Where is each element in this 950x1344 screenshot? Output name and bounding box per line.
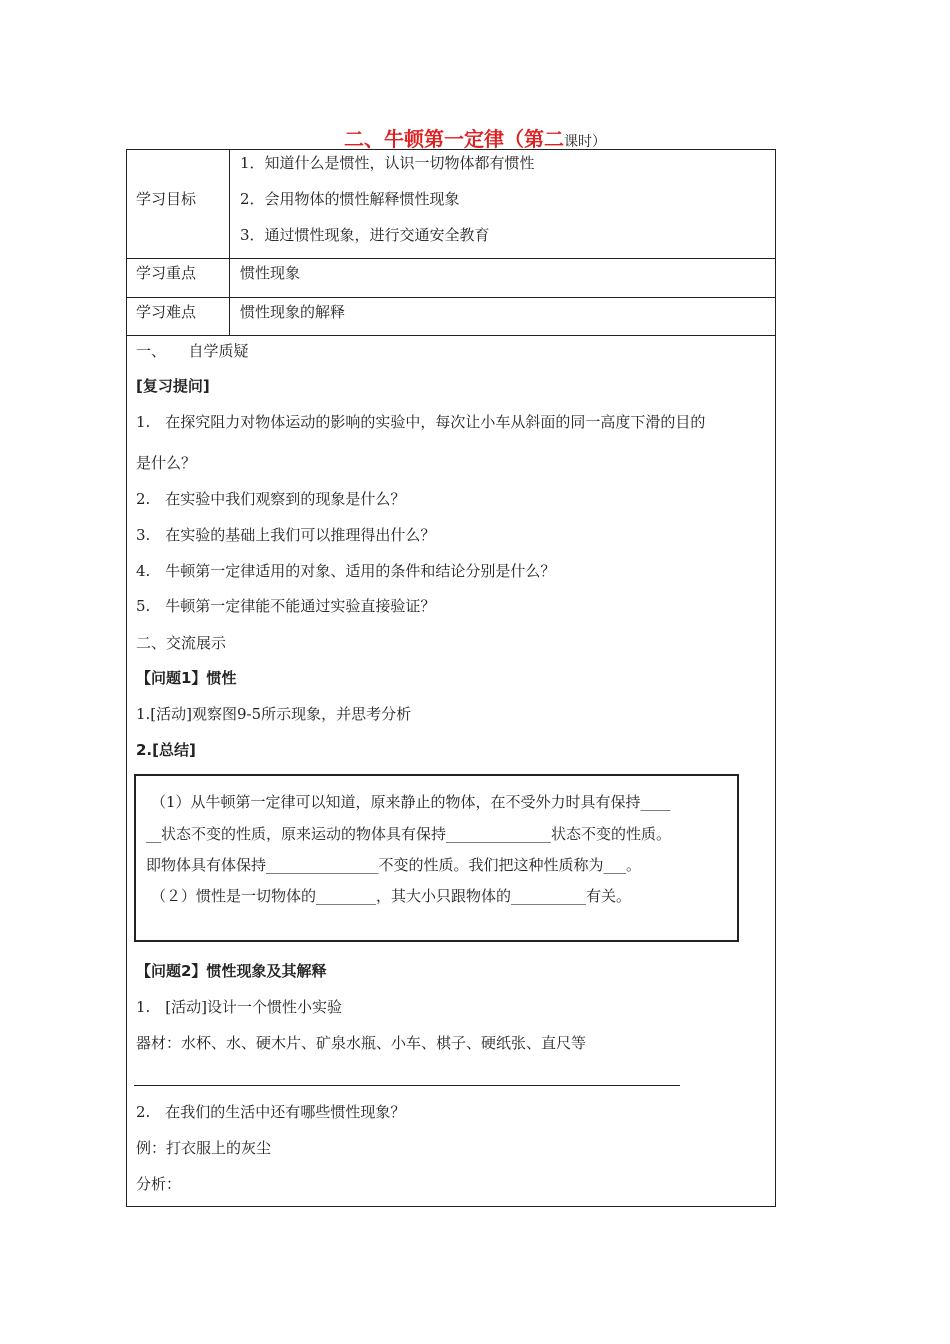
- fill-blank-text: 即物体具有体保持_______________不变的性质。我们把这种性质称为___。: [146, 856, 642, 874]
- goal-item: 3．通过惯性现象，进行交通安全教育: [240, 226, 490, 244]
- fill-blank-text: （２）惯性是一切物体的________，其大小只跟物体的__________有关。: [151, 887, 632, 905]
- goal-item: 2．会用物体的惯性解释惯性现象: [240, 190, 460, 208]
- focus-value: 惯性现象: [240, 264, 301, 282]
- table-column-divider: [229, 149, 230, 335]
- example-text: 例：打衣服上的灰尘: [136, 1139, 272, 1157]
- review-title: [复习提问]: [136, 377, 210, 395]
- review-question-cont: 是什么？: [136, 454, 197, 472]
- activity-text: 1. [活动]设计一个惯性小实验: [136, 998, 343, 1016]
- analysis-label: 分析：: [136, 1175, 182, 1193]
- answer-line: [134, 1085, 680, 1086]
- difficulty-value: 惯性现象的解释: [240, 303, 346, 321]
- review-question: 2. 在实验中我们观察到的现象是什么？: [136, 490, 406, 508]
- materials-text: 器材：水杯、水、硬木片、矿泉水瓶、小车、棋子、硬纸张、直尺等: [136, 1034, 587, 1052]
- problem-title: 【问题2】惯性现象及其解释: [136, 962, 327, 980]
- title-main: 二、牛顿第一定律（第二: [344, 127, 564, 151]
- question-text: 2. 在我们的生活中还有哪些惯性现象？: [136, 1103, 406, 1121]
- activity-text: 1.[活动]观察图9-5所示现象，并思考分析: [136, 705, 412, 723]
- table-row-divider: [126, 258, 776, 259]
- table-row-divider: [126, 297, 776, 298]
- fill-blank-text: （1）从牛顿第一定律可以知道，原来静止的物体，在不受外力时具有保持____: [151, 793, 671, 811]
- section-heading: 一、 自学质疑: [136, 342, 249, 360]
- goal-label: 学习目标: [136, 190, 197, 208]
- review-question: 4. 牛顿第一定律适用的对象、适用的条件和结论分别是什么？: [136, 562, 556, 580]
- fill-blank-text: __状态不变的性质，原来运动的物体具有保持______________状态不变的性质。: [146, 825, 672, 843]
- table-row-divider: [126, 335, 776, 336]
- goal-item: 1．知道什么是惯性，认识一切物体都有惯性: [240, 154, 535, 172]
- summary-label: 2.[总结]: [136, 741, 196, 759]
- review-question: 5. 牛顿第一定律能不能通过实验直接验证？: [136, 597, 436, 615]
- difficulty-label: 学习难点: [136, 303, 197, 321]
- problem-title: 【问题1】惯性: [136, 669, 237, 687]
- title-suffix: 课时）: [564, 134, 606, 150]
- section-heading: 二、交流展示: [136, 634, 227, 652]
- review-question: 1. 在探究阻力对物体运动的影响的实验中，每次让小车从斜面的同一高度下滑的目的: [136, 413, 706, 431]
- focus-label: 学习重点: [136, 264, 197, 282]
- review-question: 3. 在实验的基础上我们可以推理得出什么？: [136, 526, 436, 544]
